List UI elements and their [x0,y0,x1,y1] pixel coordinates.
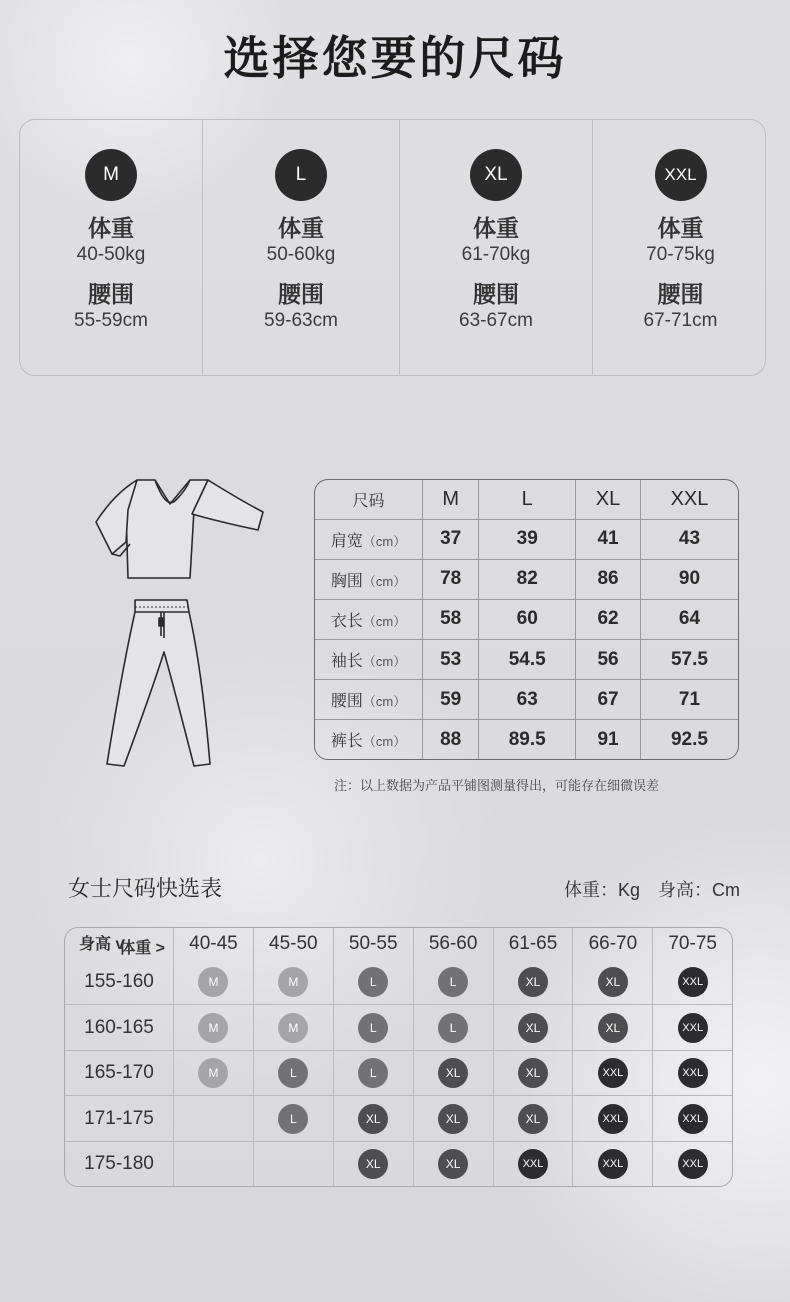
quick-table-units [564,876,740,902]
size-dot: XL [518,1013,548,1043]
cell: 53 [423,640,479,680]
size-cell [653,1141,732,1186]
size-dot: XL [358,1149,388,1179]
weight-value: 50-60kg [266,244,336,265]
cell: 71 [640,680,738,720]
size-cell [253,1096,333,1141]
cell: 60 [479,599,576,639]
size-dot: M [198,967,228,997]
size-dot: XXL [598,1058,628,1088]
height-unit: 身高：Cm [658,880,740,900]
header-xl: XL [576,480,641,519]
row-label: 肩宽（cm） [315,519,423,559]
cell: 67 [576,680,641,720]
cell: 37 [423,519,479,559]
size-cell [493,1005,573,1050]
size-dot: M [198,1013,228,1043]
size-cell [174,1141,254,1186]
size-dot: XXL [598,1149,628,1179]
size-card-m [20,120,202,375]
size-dot: XL [438,1149,468,1179]
header-size: 尺码 [315,480,423,519]
size-dot: XXL [678,1058,708,1088]
garment-illustration [90,470,280,770]
weight-label: 体重 [657,215,704,241]
cell: 92.5 [670,728,708,750]
cell: 59 [423,680,479,720]
size-cell [573,1096,653,1141]
cell: 88 [423,720,479,759]
height-label: 175-180 [65,1141,174,1186]
waist-label: 腰围 [278,281,324,307]
weight-value: 40-50kg [76,244,146,265]
size-cell [333,1141,413,1186]
cell: 78 [423,559,479,599]
corner-height-label: 身高 v [79,936,125,954]
size-dot: M [278,1013,308,1043]
weight-header: 45-50 [253,928,333,960]
table-row [315,680,738,720]
table-row [315,640,738,680]
table-row [65,1050,732,1095]
size-cell [573,960,653,1005]
size-dot: XL [518,1104,548,1134]
size-cell [493,1141,573,1186]
table-row [65,960,732,1005]
quick-size-table [64,927,733,1187]
cell: 64 [640,599,738,639]
size-card-xl [399,120,592,375]
cell: 62 [576,599,641,639]
size-dot: XXL [678,1149,708,1179]
size-cell [253,1141,333,1186]
size-dot: XL [518,967,548,997]
height-label: 165-170 [65,1050,174,1095]
weight-header: 50-55 [333,928,413,960]
row-label: 胸围（cm） [315,559,423,599]
size-dot: L [358,967,388,997]
weight-unit: 体重：Kg [563,880,640,900]
size-dot: L [438,967,468,997]
weight-label: 体重 [473,215,519,241]
header-l: L [479,480,576,519]
size-dot: XXL [678,967,708,997]
size-cell [413,960,493,1005]
size-dot: XXL [598,1104,628,1134]
page-title: 选择您要的尺码 [223,32,567,84]
size-cell [413,1096,493,1141]
weight-header: 66-70 [573,928,653,960]
row-label: 裤长（cm） [315,720,423,759]
waist-value: 55-59cm [74,310,148,331]
size-dot: XL [358,1104,388,1134]
cell: 54.5 [479,640,576,680]
top-illustration [96,480,263,578]
size-dot: XL [518,1058,548,1088]
weight-label: 体重 [278,215,324,241]
size-dot: L [438,1013,468,1043]
size-cell [573,1050,653,1095]
table-row [65,1141,732,1186]
cell: 58 [423,599,479,639]
table-row [315,599,738,639]
size-cell [253,960,333,1005]
weight-header: 56-60 [413,928,493,960]
cell: 57.5 [640,640,738,680]
row-label: 衣长（cm） [315,599,423,639]
size-cell [333,1096,413,1141]
size-dot: XL [438,1058,468,1088]
measurement-table [314,479,739,760]
waist-label: 腰围 [88,281,134,307]
size-cell [413,1050,493,1095]
cell: 91 [576,720,641,759]
waist-label: 腰围 [657,281,704,307]
size-dot: L [278,1104,308,1134]
size-dot: XXL [678,1104,708,1134]
cell: 41 [576,519,641,559]
table-row [315,519,738,559]
size-badge: L [275,149,327,201]
size-cell [174,1096,254,1141]
height-label: 171-175 [65,1096,174,1141]
height-label: 160-165 [65,1005,174,1050]
weight-header: 70-75 [668,933,717,955]
size-cell [653,1005,732,1050]
row-label: 袖长（cm） [315,640,423,680]
size-cell [653,1096,732,1141]
size-cell [333,960,413,1005]
cell: 56 [576,640,641,680]
waist-value: 67-71cm [643,310,718,331]
table-corner [65,928,174,960]
cell: 89.5 [479,720,576,759]
height-label: 155-160 [65,960,174,1005]
size-cell [174,960,254,1005]
weight-header: 61-65 [493,928,573,960]
header-m: M [423,480,479,519]
size-badge: XXL [655,149,707,201]
size-cell [413,1005,493,1050]
size-cell [653,1050,732,1095]
weight-header: 40-45 [174,928,254,960]
size-cell [174,1050,254,1095]
size-cell [333,1050,413,1095]
corner-weight-label: 体重 > [119,940,165,957]
size-dot: XXL [518,1149,548,1179]
cell: 43 [640,519,738,559]
size-cell [253,1005,333,1050]
pants-illustration [107,600,210,766]
waist-value: 59-63cm [264,310,338,331]
size-cell [253,1050,333,1095]
size-dot: XL [438,1104,468,1134]
size-dot: L [358,1058,388,1088]
cell: 86 [576,559,641,599]
size-badge: M [85,149,137,201]
header-xxl: XXL [640,480,738,519]
waist-label: 腰围 [473,281,519,307]
size-card-xxl [592,120,768,375]
size-dot: XXL [678,1013,708,1043]
size-cell [653,960,732,1005]
cell: 39 [479,519,576,559]
size-dot: L [358,1013,388,1043]
size-cell [413,1141,493,1186]
size-cell [174,1005,254,1050]
size-cell [493,960,573,1005]
size-dot: M [278,967,308,997]
table-row [315,559,738,599]
size-card-l [202,120,399,375]
size-dot: XL [598,1013,628,1043]
table-row [65,1096,732,1141]
table-row [315,720,738,759]
quick-table-title: 女士尺码快选表 [68,876,223,901]
size-badge: XL [470,149,522,201]
waist-value: 63-67cm [459,310,533,331]
size-cell [573,1005,653,1050]
size-cell [493,1050,573,1095]
size-dot: M [198,1058,228,1088]
cell: 82 [479,559,576,599]
size-dot: L [278,1058,308,1088]
size-cell [573,1141,653,1186]
size-cell [333,1005,413,1050]
cell: 90 [640,559,738,599]
row-label: 腰围（cm） [315,680,423,720]
size-cell [493,1096,573,1141]
size-dot: XL [598,967,628,997]
cell: 63 [479,680,576,720]
table-row [65,1005,732,1050]
size-cards [19,119,766,376]
weight-value: 61-70kg [461,244,531,265]
weight-label: 体重 [88,215,134,241]
weight-value: 70-75kg [646,244,715,265]
measurement-note: 注：以上数据为产品平铺图测量得出，可能存在细微误差 [334,778,660,793]
